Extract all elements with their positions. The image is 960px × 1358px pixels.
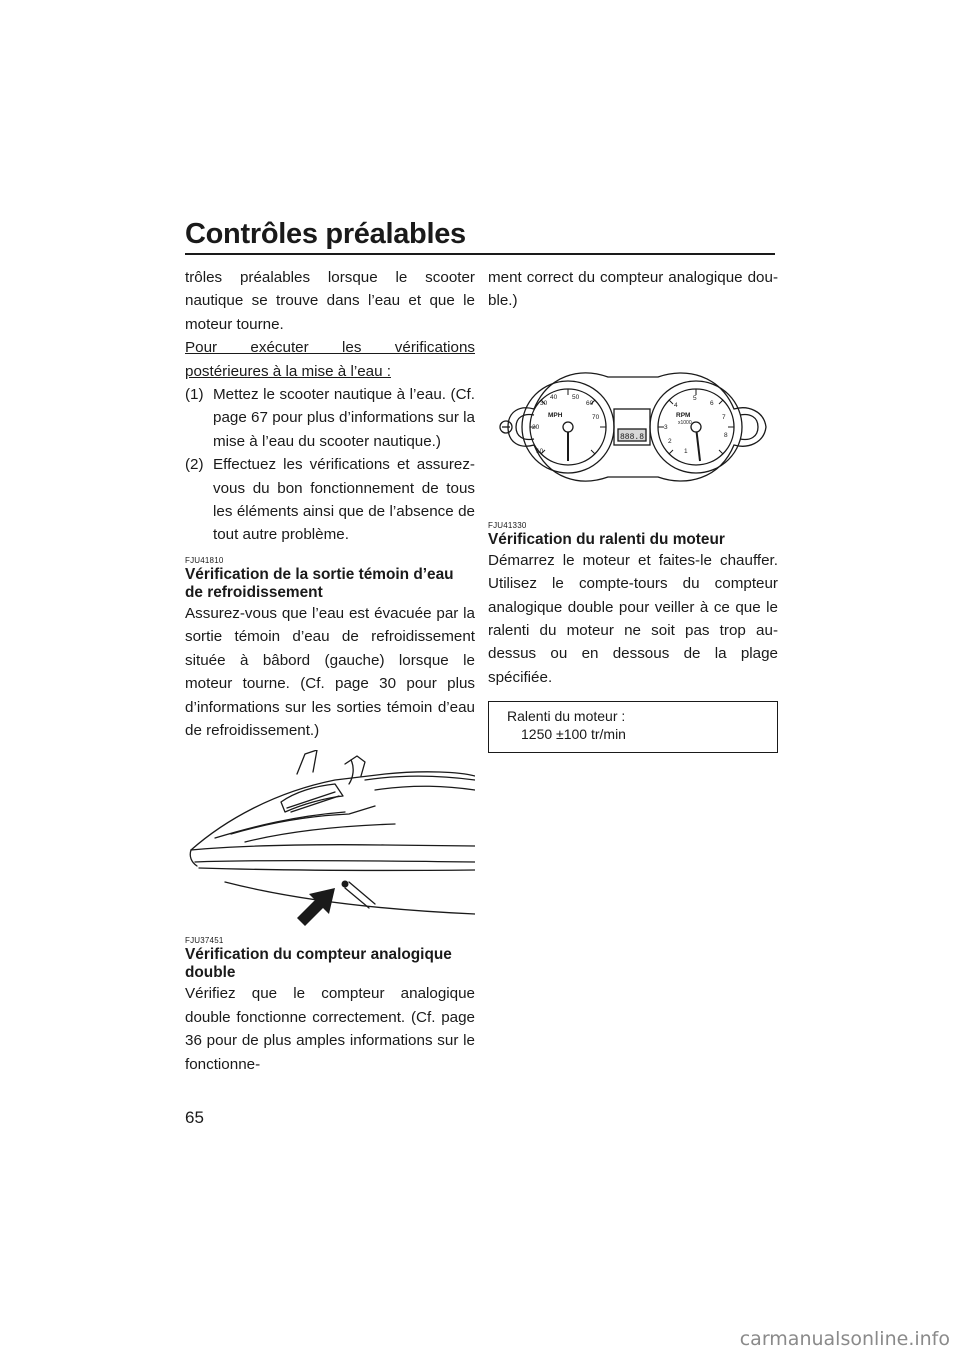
lcd-readout: 888.8 [620,432,645,442]
rpm-tick-label: 6 [710,399,714,407]
rpm-tick-label: 1 [684,447,688,455]
section-heading-dual-gauge: Vérification du compteur analogique double [185,946,452,982]
tach-multiplier: x1000 [678,419,692,426]
cooling-outlet-paragraph: Assurez-vous que l’eau est évacuée par la sortie témoin d’eau de refroidissement située à bâbord (gauche) lorsque le moteur tourne. (Cf. page 30 pour plus d’informations sur les sorties témoin d’eau de refroidissement.) [185,604,475,739]
rpm-tick-label: 3 [664,423,668,431]
step-number: (1) [185,386,204,404]
spec-label: Ralenti du moteur : [507,708,626,725]
rpm-tick-label: 2 [668,437,672,445]
speed-tick-label: 30 [540,399,548,407]
section-heading-idle-check: Vérification du ralenti du moteur [488,530,725,548]
cooling-outlet-marker [342,881,349,888]
page-number: 65 [185,1108,204,1127]
watercraft-illustration [185,750,475,928]
idle-spec-box [488,701,778,753]
watermark: carmanualsonline.info [739,1328,950,1350]
arrow-icon [297,888,335,926]
step-number: (2) [185,456,204,474]
tachometer-unit: RPM [676,411,691,419]
rpm-tick-label: 4 [674,401,678,409]
speed-tick-label: 50 [572,393,580,401]
title-divider [185,253,775,255]
section-code: FJU37451 [185,936,224,946]
left-column [185,266,475,1076]
page-title: Contrôles préalables [185,218,466,250]
idle-check-paragraph: Démarrez le moteur et faites-le chauffer. Utilisez le compte-tours du compteur analogique double pour veiller à ce que le ralenti du moteur ne soit pas trop au-dessus ou en dessous de la plage spécifiée. [488,551,778,686]
speed-tick-label: 40 [550,393,558,401]
section-code: FJU41330 [488,520,527,530]
step-text: Mettez le scooter nautique à l’eau. (Cf. page 67 pour plus d’informations sur la mise à l’eau du scooter nautique.) [213,386,475,450]
rpm-tick-label: 5 [693,394,697,402]
rpm-tick-label: 7 [722,413,726,421]
intro-paragraph: trôles préalables lorsque le scooter nautique se trouve dans l’eau et que le moteur tourne. [185,269,475,333]
speed-tick-label: 20 [532,423,540,431]
spec-value: 1250 ±100 tr/min [521,726,626,743]
speed-tick-label: 70 [592,413,600,421]
step-text: Effectuez les vérifications et assurez-vous du bon fonctionnement de tous les éléments ainsi que de l’absence de tout autre problème. [213,456,475,544]
list-item [185,383,475,453]
dual-gauge-paragraph: Vérifiez que le compteur analogique double fonctionne correctement. (Cf. page 36 pour de plus amples informations sur le fonctionne- [185,985,475,1073]
list-item [185,453,475,547]
section-code: FJU41810 [185,555,224,565]
rpm-tick-label: 8 [724,431,728,439]
speedometer-unit: MPH [548,411,563,419]
continued-paragraph: ment correct du compteur analogique double.) [488,269,778,310]
post-launch-heading: Pour exécuter les vérifications postérieures à la mise à l’eau : [185,339,475,380]
speed-tick-label: 10 [536,447,544,455]
dual-gauge-illustration [488,357,778,497]
right-column [488,266,778,753]
speed-tick-label: 60 [586,399,594,407]
section-heading-cooling-outlet: Vérification de la sortie témoin d’eau de refroidissement [185,565,454,601]
